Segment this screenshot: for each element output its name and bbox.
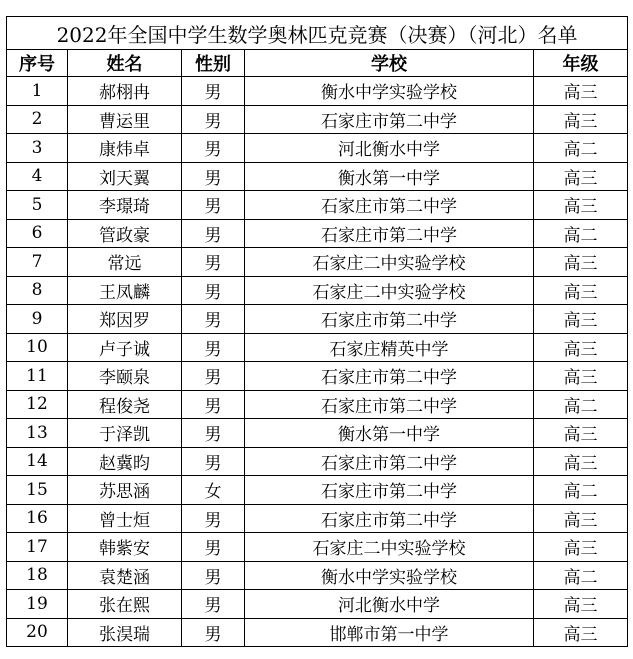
roster-sheet [6, 16, 627, 647]
cell-no: 3 [7, 134, 68, 163]
cell-no: 15 [7, 476, 68, 505]
table-row [7, 390, 628, 419]
cell-grade: 高三 [534, 333, 628, 362]
cell-school: 河北衡水中学 [245, 590, 534, 619]
cell-sex: 男 [182, 447, 245, 476]
cell-sex: 男 [182, 362, 245, 391]
cell-grade: 高二 [534, 219, 628, 248]
cell-school: 石家庄二中实验学校 [245, 276, 534, 305]
cell-school: 衡水中学实验学校 [245, 561, 534, 590]
cell-name: 张淏瑞 [68, 618, 182, 647]
cell-name: 赵冀昀 [68, 447, 182, 476]
cell-name: 李璟琦 [68, 191, 182, 220]
cell-grade: 高三 [534, 105, 628, 134]
column-header-name: 姓名 [68, 50, 182, 77]
cell-grade: 高三 [534, 362, 628, 391]
table-row [7, 305, 628, 334]
cell-grade: 高三 [534, 533, 628, 562]
table-row [7, 476, 628, 505]
cell-name: 李颐泉 [68, 362, 182, 391]
cell-school: 石家庄市第二中学 [245, 390, 534, 419]
cell-sex: 男 [182, 533, 245, 562]
cell-school: 石家庄市第二中学 [245, 362, 534, 391]
cell-grade: 高三 [534, 191, 628, 220]
table-row [7, 219, 628, 248]
cell-school: 衡水中学实验学校 [245, 77, 534, 106]
cell-grade: 高三 [534, 447, 628, 476]
cell-grade: 高三 [534, 77, 628, 106]
cell-no: 16 [7, 504, 68, 533]
cell-school: 衡水第一中学 [245, 162, 534, 191]
cell-no: 12 [7, 390, 68, 419]
cell-no: 17 [7, 533, 68, 562]
table-row [7, 590, 628, 619]
cell-no: 20 [7, 618, 68, 647]
cell-grade: 高三 [534, 419, 628, 448]
cell-no: 5 [7, 191, 68, 220]
cell-grade: 高三 [534, 248, 628, 277]
cell-no: 4 [7, 162, 68, 191]
column-header-no: 序号 [7, 50, 68, 77]
cell-school: 邯郸市第一中学 [245, 618, 534, 647]
cell-name: 常远 [68, 248, 182, 277]
cell-grade: 高三 [534, 276, 628, 305]
cell-school: 衡水第一中学 [245, 419, 534, 448]
cell-name: 韩紫安 [68, 533, 182, 562]
column-header-sex: 性别 [182, 50, 245, 77]
table-row [7, 561, 628, 590]
cell-grade: 高二 [534, 476, 628, 505]
table-row [7, 162, 628, 191]
cell-grade: 高三 [534, 618, 628, 647]
cell-sex: 男 [182, 590, 245, 619]
cell-grade: 高二 [534, 134, 628, 163]
cell-school: 石家庄精英中学 [245, 333, 534, 362]
cell-sex: 男 [182, 561, 245, 590]
table-row [7, 419, 628, 448]
table-row [7, 333, 628, 362]
cell-no: 2 [7, 105, 68, 134]
cell-no: 9 [7, 305, 68, 334]
cell-name: 管政豪 [68, 219, 182, 248]
cell-school: 石家庄市第二中学 [245, 105, 534, 134]
cell-no: 19 [7, 590, 68, 619]
cell-no: 18 [7, 561, 68, 590]
cell-grade: 高三 [534, 504, 628, 533]
cell-name: 康炜卓 [68, 134, 182, 163]
cell-name: 袁楚涵 [68, 561, 182, 590]
table-row [7, 447, 628, 476]
cell-sex: 男 [182, 219, 245, 248]
cell-no: 10 [7, 333, 68, 362]
cell-no: 13 [7, 419, 68, 448]
cell-name: 郝栩冉 [68, 77, 182, 106]
cell-school: 石家庄二中实验学校 [245, 248, 534, 277]
table-row [7, 134, 628, 163]
cell-grade: 高三 [534, 590, 628, 619]
cell-sex: 男 [182, 504, 245, 533]
cell-sex: 男 [182, 162, 245, 191]
cell-school: 石家庄市第二中学 [245, 191, 534, 220]
table-row [7, 362, 628, 391]
cell-name: 曾士烜 [68, 504, 182, 533]
cell-school: 石家庄市第二中学 [245, 447, 534, 476]
table-row [7, 248, 628, 277]
cell-sex: 男 [182, 276, 245, 305]
title-row [7, 17, 628, 50]
cell-no: 7 [7, 248, 68, 277]
cell-sex: 男 [182, 618, 245, 647]
table-row [7, 276, 628, 305]
cell-grade: 高二 [534, 390, 628, 419]
cell-sex: 男 [182, 248, 245, 277]
table-row [7, 533, 628, 562]
cell-grade: 高二 [534, 561, 628, 590]
cell-name: 郑因罗 [68, 305, 182, 334]
cell-name: 程俊尧 [68, 390, 182, 419]
cell-sex: 男 [182, 77, 245, 106]
cell-school: 石家庄市第二中学 [245, 219, 534, 248]
table-row [7, 504, 628, 533]
cell-sex: 男 [182, 390, 245, 419]
cell-no: 1 [7, 77, 68, 106]
table-row [7, 191, 628, 220]
roster-body [7, 77, 628, 647]
cell-name: 王凤麟 [68, 276, 182, 305]
cell-name: 刘天翼 [68, 162, 182, 191]
cell-sex: 男 [182, 333, 245, 362]
column-header-school: 学校 [245, 50, 534, 77]
cell-name: 苏思涵 [68, 476, 182, 505]
cell-school: 石家庄市第二中学 [245, 476, 534, 505]
cell-no: 14 [7, 447, 68, 476]
cell-sex: 男 [182, 419, 245, 448]
header-row [7, 50, 628, 77]
cell-school: 石家庄二中实验学校 [245, 533, 534, 562]
cell-name: 于泽凯 [68, 419, 182, 448]
cell-school: 石家庄市第二中学 [245, 504, 534, 533]
table-row [7, 618, 628, 647]
column-header-grade: 年级 [534, 50, 628, 77]
cell-grade: 高三 [534, 305, 628, 334]
cell-sex: 男 [182, 105, 245, 134]
cell-name: 曹运里 [68, 105, 182, 134]
cell-sex: 男 [182, 191, 245, 220]
cell-school: 河北衡水中学 [245, 134, 534, 163]
cell-no: 6 [7, 219, 68, 248]
cell-no: 8 [7, 276, 68, 305]
cell-name: 张在熙 [68, 590, 182, 619]
table-title: 2022年全国中学生数学奥林匹克竞赛（决赛）（河北）名单 [7, 17, 628, 50]
cell-sex: 男 [182, 134, 245, 163]
cell-grade: 高三 [534, 162, 628, 191]
table-row [7, 105, 628, 134]
cell-no: 11 [7, 362, 68, 391]
cell-sex: 男 [182, 305, 245, 334]
cell-sex: 女 [182, 476, 245, 505]
cell-name: 卢子诚 [68, 333, 182, 362]
roster-table [6, 16, 628, 647]
cell-school: 石家庄市第二中学 [245, 305, 534, 334]
table-row [7, 77, 628, 106]
